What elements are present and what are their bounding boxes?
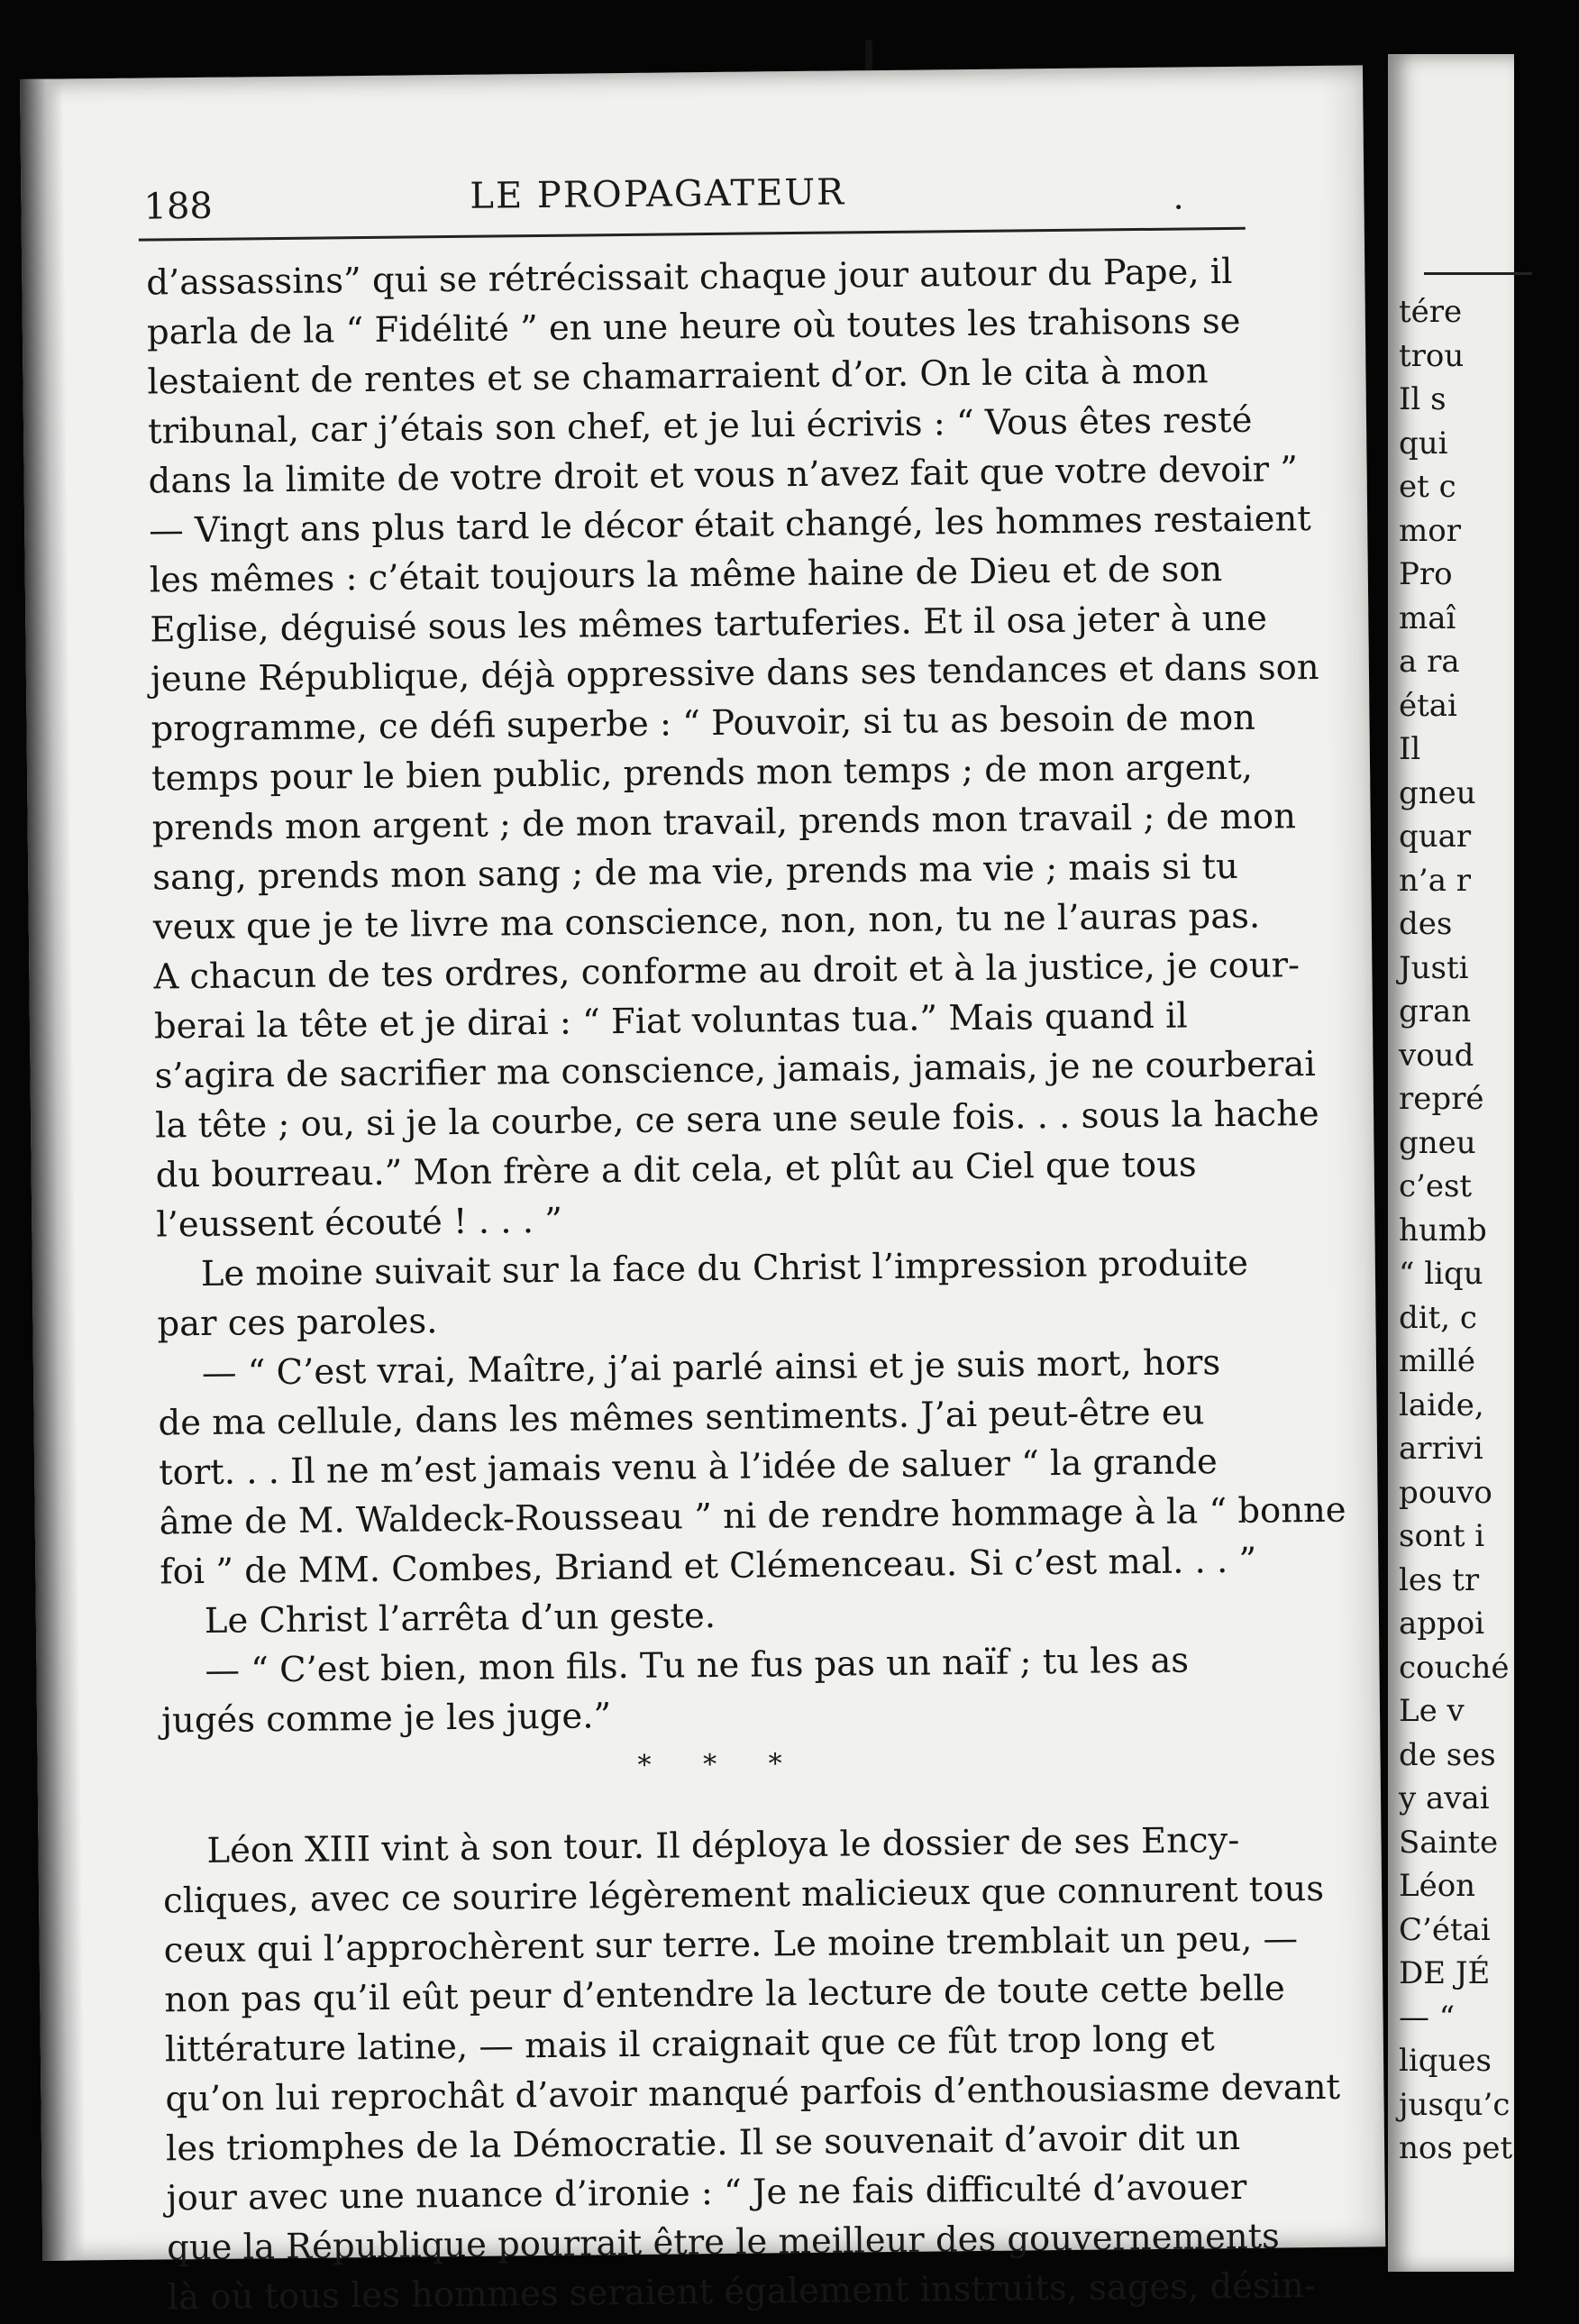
text-line: littérature latine, — mais il craignait que ce fût trop long et <box>164 2018 1215 2071</box>
text-line: cliques, avec ce sourire légèrement malicieux que connurent tous <box>162 1868 1325 1922</box>
right-page-fragment: trou <box>1399 337 1465 374</box>
text-line: sang, prends mon sang ; de ma vie, prends ma vie ; mais si tu <box>152 846 1238 899</box>
right-page-fragment: qui <box>1399 425 1448 462</box>
right-page-fragment: et c <box>1399 469 1456 505</box>
right-page-fragment: jusqu’c <box>1399 2086 1511 2123</box>
right-page-fragment: voud <box>1399 1037 1474 1074</box>
page-number: 188 <box>143 185 214 228</box>
right-page-fragment: millé <box>1399 1343 1475 1379</box>
right-page-fragment: gran <box>1399 993 1472 1029</box>
text-line: lestaient de rentes et se chamarraient d’or. On le cita à mon <box>147 351 1209 403</box>
text-line: âme de M. Waldeck-Rousseau ” ni de rendre hommage à la “ bonne <box>159 1489 1346 1543</box>
right-page-fragment: les tr <box>1399 1561 1480 1598</box>
right-page-fragment: sont i <box>1399 1518 1485 1554</box>
right-page-fragment: maî <box>1399 599 1456 636</box>
text-line: — “ C’est bien, mon fils. Tu ne fus pas un naïf ; tu les as <box>160 1640 1190 1692</box>
right-page-fragment: mor <box>1399 512 1461 549</box>
right-page-fragment: tére <box>1399 294 1463 330</box>
right-page-fragment: arrivi <box>1399 1431 1483 1467</box>
text-line: jour avec une nuance d’ironie : “ Je ne fais difficulté d’avouer <box>166 2166 1247 2219</box>
right-page-fragment: laide, <box>1399 1386 1484 1423</box>
text-line: d’assassins” qui se rétrécissait chaque jour autour du Pape, il <box>146 251 1233 304</box>
right-page-fragment: étai <box>1399 687 1457 724</box>
text-line: l’eussent écouté ! . . . ” <box>156 1200 563 1246</box>
right-page-fragment: Justi <box>1399 949 1469 986</box>
text-line: jeune République, déjà oppressive dans ses tendances et dans son <box>150 646 1319 700</box>
right-page-fragment: Pro <box>1399 556 1453 592</box>
text-line: les triomphes de la Démocratie. Il se souvenait d’avoir dit un <box>165 2117 1241 2170</box>
text-line: Le moine suivait sur la face du Christ l’impression produite <box>156 1242 1249 1295</box>
text-line: par ces paroles. <box>157 1301 438 1345</box>
right-page-fragment: c’est <box>1399 1168 1473 1204</box>
text-line: tort. . . Il ne m’est jamais venu à l’idée de saluer “ la grande <box>158 1441 1218 1494</box>
right-page-fragment: a ra <box>1399 644 1460 680</box>
text-line: les mêmes : c’était toujours la même haine de Dieu et de son <box>149 549 1223 601</box>
text-line: A chacun de tes ordres, conforme au droit et à la justice, je cour- <box>153 945 1301 998</box>
text-line: Eglise, déguisé sous les mêmes tartuferies. Et il osa jeter à une <box>150 598 1268 651</box>
right-page-fragment: y avai <box>1399 1780 1490 1816</box>
left-page <box>20 65 1385 2319</box>
text-line: programme, ce défi superbe : “ Pouvoir, si tu as besoin de mon <box>151 697 1256 750</box>
right-page-fragment: repré <box>1399 1081 1484 1117</box>
text-line: temps pour le bien public, prends mon temps ; de mon argent, <box>151 746 1254 800</box>
text-line: du bourreau.” Mon frère a dit cela, et plût au Ciel que tous <box>155 1144 1197 1196</box>
text-line: qu’on lui reprochât d’avoir manqué parfois d’enthousiasme devant <box>165 2066 1341 2120</box>
right-page-fragment: de ses <box>1399 1736 1496 1773</box>
text-line: — “ C’est vrai, Maître, j’ai parlé ainsi et je suis mort, hors <box>157 1342 1221 1395</box>
text-line: de ma cellule, dans les mêmes sentiments. J’ai peut-être eu <box>158 1392 1205 1444</box>
text-line: berai la tête et je dirai : “ Fiat voluntas tua.” Mais quand il <box>153 995 1188 1048</box>
right-page-fragment: n’a r <box>1399 862 1472 899</box>
right-page-fragment: appoi <box>1399 1606 1485 1642</box>
right-header-rule <box>1424 272 1532 275</box>
right-page-fragment: gneu <box>1399 1124 1476 1161</box>
right-page-fragment: C’étai <box>1399 1911 1491 1948</box>
text-line: foi ” de MM. Combes, Briand et Clémenceau. Si c’est mal. . . ” <box>160 1540 1257 1593</box>
page-body <box>146 247 1346 2322</box>
right-page-fragment: des <box>1399 906 1453 942</box>
header-dot: . <box>1173 177 1184 217</box>
text-line: — Vingt ans plus tard le décor était changé, les hommes restaient <box>149 499 1311 552</box>
text-line: s’agira de sacrifier ma conscience, jamais, jamais, je ne courberai <box>154 1044 1316 1097</box>
text-line: non pas qu’il eût peur d’entendre la lecture de toute cette belle <box>164 1968 1286 2021</box>
header-rule <box>139 227 1246 242</box>
right-page-fragment: quar <box>1399 819 1472 855</box>
right-page-fragment: pouvo <box>1399 1474 1492 1511</box>
text-line: Le Christ l’arrêta d’un geste. <box>160 1596 716 1642</box>
text-block-1 <box>146 247 1346 1745</box>
text-line: que la République pourrait être le meilleur des gouvernements <box>166 2216 1281 2269</box>
right-page-fragment: humb <box>1399 1212 1487 1249</box>
text-line: ceux qui l’approchèrent sur terre. Le moine tremblait un peu, — <box>163 1918 1299 1972</box>
right-page-fragment: nos pet <box>1399 2130 1513 2166</box>
text-line: là où tous les hommes seraient également instruits, sages, désin- <box>167 2265 1316 2319</box>
text-block-2 <box>162 1816 1341 2323</box>
text-line: tribunal, car j’étais son chef, et je lui écrivis : “ Vous êtes resté <box>147 399 1253 453</box>
right-page-fragment: “ liqu <box>1399 1256 1483 1292</box>
right-page-fragment: gneu <box>1399 774 1476 811</box>
text-line: parla de la “ Fidélité ” en une heure où toutes les trahisons se <box>146 300 1241 353</box>
text-line: jugés comme je les juge.” <box>160 1696 612 1742</box>
right-page-fragment: Sainte <box>1399 1824 1499 1861</box>
running-title: LE PROPAGATEUR <box>470 171 846 217</box>
right-page-fragment: DE JÉ <box>1399 1955 1491 1991</box>
text-line: Léon XIII vint à son tour. Il déploya le dossier de ses Ency- <box>162 1819 1240 1872</box>
section-separator: * * * <box>637 1747 804 1781</box>
text-line: la tête ; ou, si je la courbe, ce sera une seule fois. . . sous la hache <box>154 1093 1319 1147</box>
right-page-fragment: couché <box>1399 1649 1510 1686</box>
right-page-fragment: — “ <box>1399 1999 1456 2036</box>
right-page-fragment: liques <box>1399 2043 1492 2079</box>
right-page-fragment: dit, c <box>1399 1299 1477 1336</box>
right-page-text <box>1399 290 1579 2171</box>
right-page <box>1388 54 1514 2272</box>
right-page-fragment: Léon <box>1399 1868 1476 1904</box>
right-page-fragment: Il <box>1399 731 1421 767</box>
text-line: dans la limite de votre droit et vous n’avez fait que votre devoir ” <box>148 449 1299 502</box>
right-page-fragment: Le v <box>1399 1693 1465 1729</box>
text-line: veux que je te livre ma conscience, non, non, tu ne l’auras pas. <box>152 895 1261 948</box>
right-page-fragment: Il s <box>1399 381 1447 417</box>
text-line: prends mon argent ; de mon travail, prends mon travail ; de mon <box>151 796 1297 849</box>
page-gutter-shadow <box>20 78 86 2260</box>
